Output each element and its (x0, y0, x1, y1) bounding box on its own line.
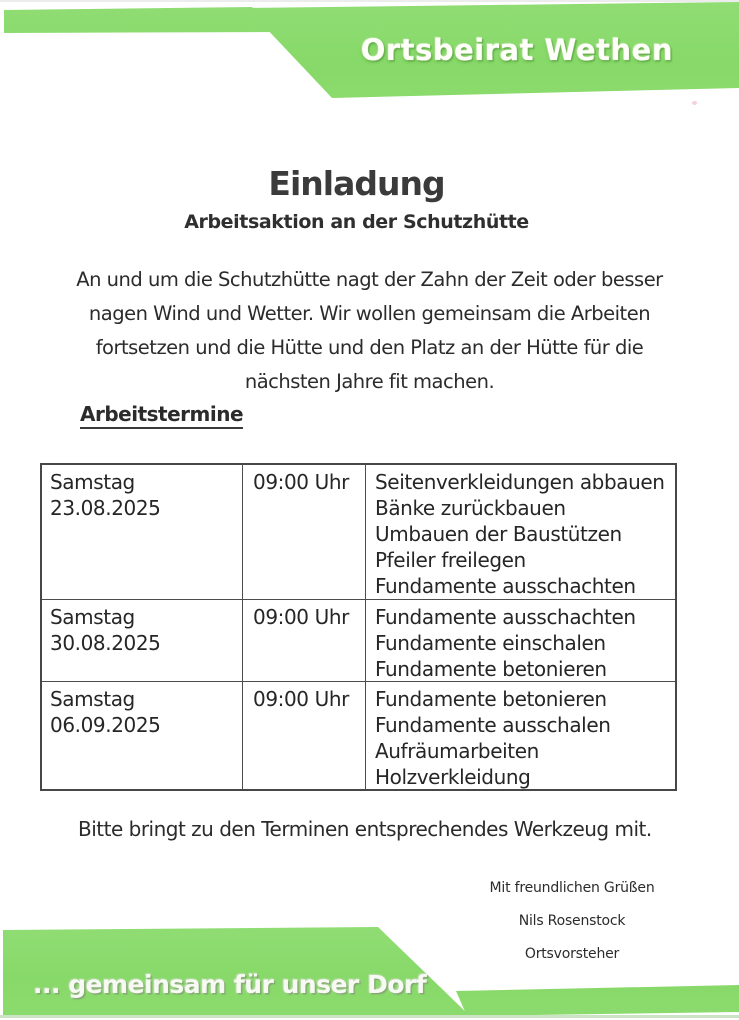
brand-title: Ortsbeirat Wethen (360, 33, 673, 67)
schedule-tasks-cell (366, 465, 675, 600)
signature-role: Ortsvorsteher (524, 946, 620, 962)
schedule-date-cell: Samstag 30.08.2025 (42, 600, 243, 682)
task-item: Fundamente ausschalen (375, 713, 611, 737)
schedule-tasks-cell (366, 600, 675, 682)
schedule-time-cell: 09:00 Uhr (243, 465, 366, 600)
task-item: Seitenverkleidungen abbauen (375, 470, 665, 494)
header-banner (0, 0, 739, 112)
task-item: Aufräumarbeiten (375, 739, 539, 763)
intro-line: fortsetzen und die Hütte und den Platz an der Hütte für die (95, 336, 644, 359)
schedule-time-cell: 09:00 Uhr (243, 682, 366, 789)
scan-edge-top (0, 0, 739, 2)
schedule-time-cell: 09:00 Uhr (243, 600, 366, 682)
task-item: Bänke zurückbauen (375, 496, 566, 520)
task-item: Fundamente betonieren (375, 657, 607, 681)
schedule-date-cell: Samstag 06.09.2025 (42, 682, 243, 789)
page-subtitle: Arbeitsaktion an der Schutzhütte (184, 211, 529, 233)
task-item: Pfeiler freilegen (375, 548, 526, 572)
intro-line: nächsten Jahre fit machen. (244, 370, 495, 393)
schedule-table (40, 463, 677, 791)
task-item: Fundamente betonieren (375, 687, 607, 711)
scan-artifact-dot (692, 101, 697, 105)
intro-line: An und um die Schutzhütte nagt der Zahn der Zeit oder besser (76, 268, 663, 291)
signature-name: Nils Rosenstock (518, 913, 626, 929)
task-item: Fundamente ausschachten (375, 605, 636, 629)
task-item: Holzverkleidung (375, 765, 531, 789)
footer-slogan: ... gemeinsam für unser Dorf (33, 970, 427, 999)
intro-paragraph (0, 263, 739, 399)
schedule-tasks-cell (366, 682, 675, 789)
signature-greeting: Mit freundlichen Grüßen (489, 880, 655, 896)
section-heading-arbeitstermine: Arbeitstermine (80, 402, 243, 429)
intro-line: nagen Wind und Wetter. Wir wollen gemeinsam die Arbeiten (88, 302, 651, 325)
task-item: Umbauen der Baustützen (375, 522, 622, 546)
closing-note: Bitte bringt zu den Terminen entsprechendes Werkzeug mit. (78, 817, 652, 841)
page-title: Einladung (268, 164, 445, 203)
scan-edge-bottom (0, 1015, 739, 1018)
schedule-date-cell: Samstag 23.08.2025 (42, 465, 243, 600)
footer-banner (0, 925, 739, 1020)
task-item: Fundamente ausschachten (375, 574, 636, 598)
task-item: Fundamente einschalen (375, 631, 606, 655)
